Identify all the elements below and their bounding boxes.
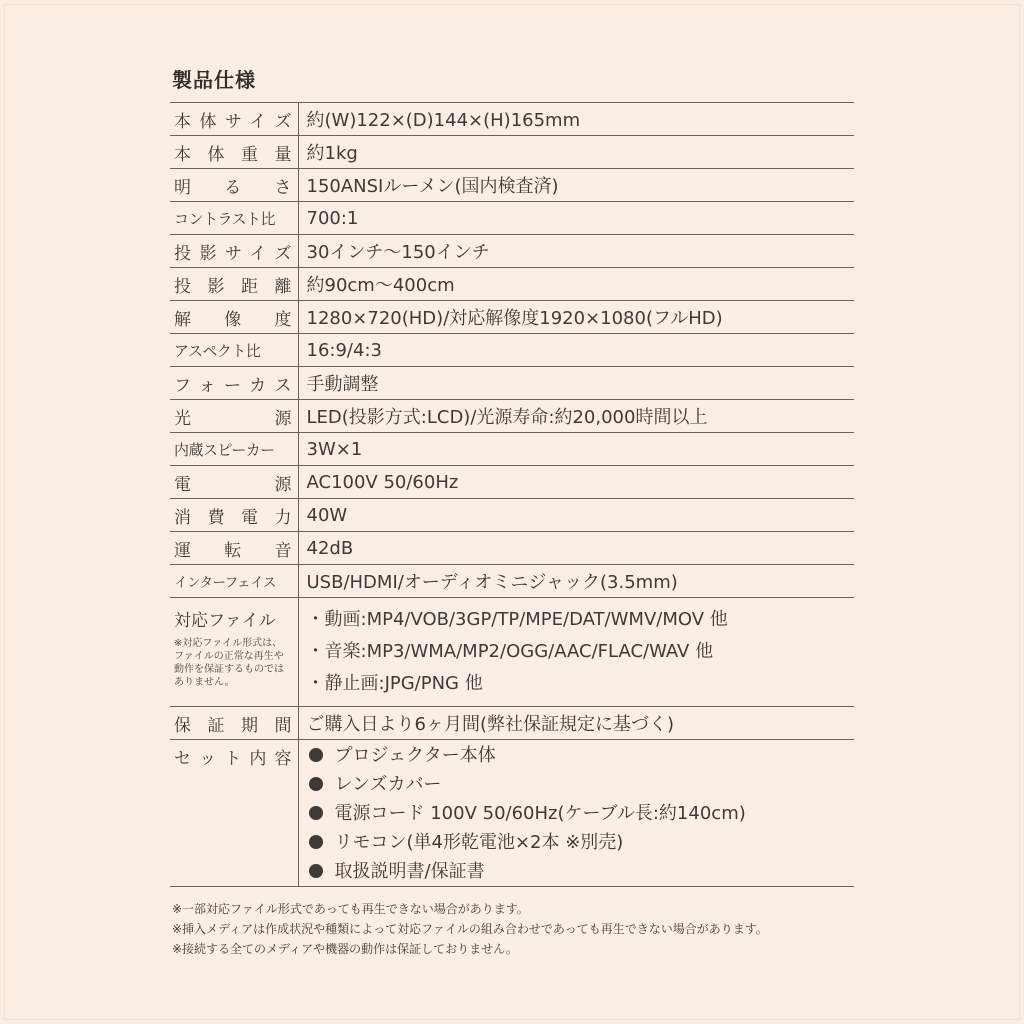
row-label: 内蔵スピーカー: [170, 433, 298, 466]
row-value: 手動調整: [298, 367, 854, 400]
bullet-icon: [309, 835, 323, 849]
row-label: 解像度: [170, 301, 298, 334]
row-label: 光源: [170, 400, 298, 433]
table-row: [170, 499, 854, 532]
row-value: 約(W)122×(D)144×(H)165mm: [298, 103, 854, 136]
row-value: 3W×1: [298, 433, 854, 466]
row-label: 投影距離: [170, 268, 298, 301]
footnotes: [172, 899, 768, 959]
table-row-formats: [170, 598, 854, 707]
row-value: 40W: [298, 499, 854, 532]
table-row: [170, 466, 854, 499]
list-item: [307, 741, 855, 770]
bullet-icon: [309, 864, 323, 878]
row-value: 1280×720(HD)/対応解像度1920×1080(フルHD): [298, 301, 854, 334]
row-label: 本体サイズ: [170, 103, 298, 136]
table-row: [170, 334, 854, 367]
row-value: 42dB: [298, 532, 854, 565]
table-row: [170, 367, 854, 400]
row-value: 約1kg: [298, 136, 854, 169]
row-value: AC100V 50/60Hz: [298, 466, 854, 499]
table-row: [170, 103, 854, 136]
row-label: 消費電力: [170, 499, 298, 532]
row-value: 700:1: [298, 202, 854, 235]
row-label: アスペクト比: [170, 334, 298, 367]
set-contents-cell: [298, 740, 854, 887]
list-item: [307, 770, 855, 799]
table-row: [170, 136, 854, 169]
spec-table: [170, 102, 854, 887]
table-row: [170, 565, 854, 598]
set-contents-list: [307, 741, 855, 886]
list-item: ・動画:MP4/VOB/3GP/TP/MPE/DAT/WMV/MOV 他: [306, 609, 728, 630]
row-label: 投影サイズ: [170, 235, 298, 268]
row-value: LED(投影方式:LCD)/光源寿命:約20,000時間以上: [298, 400, 854, 433]
formats-note: ※対応ファイル形式は、ファイルの正常な再生や動作を保証するものではありません。: [174, 638, 284, 688]
row-value: 150ANSIルーメン(国内検査済): [298, 169, 854, 202]
list-item-text: レンズカバー: [334, 773, 442, 795]
table-row: [170, 301, 854, 334]
bullet-icon: [309, 806, 323, 820]
set-contents-label: [170, 740, 298, 887]
list-item: [307, 799, 855, 828]
set-contents-label-text: セット内容: [174, 749, 292, 769]
row-label: 電源: [170, 466, 298, 499]
table-row: [170, 433, 854, 466]
row-value: 16:9/4:3: [298, 334, 854, 367]
row-value: 30インチ〜150インチ: [298, 235, 854, 268]
bullet-icon: [309, 748, 323, 762]
list-item: [307, 828, 855, 857]
list-item: ・静止画:JPG/PNG 他: [306, 673, 483, 694]
row-label: コントラスト比: [170, 202, 298, 235]
table-row: [170, 400, 854, 433]
warranty-value: ご購入日より6ヶ月間(弊社保証規定に基づく): [298, 707, 854, 740]
list-item-text: 取扱説明書/保証書: [334, 860, 485, 882]
formats-label-cell: [170, 598, 298, 707]
row-label: 運転音: [170, 532, 298, 565]
list-item-text: リモコン(単4形乾電池×2本 ※別売): [334, 831, 624, 853]
formats-label: 対応ファイル: [174, 611, 276, 631]
row-label: インターフェイス: [170, 565, 298, 598]
table-row: [170, 235, 854, 268]
table-row-warranty: [170, 707, 854, 740]
footnote: ※接続する全てのメディアや機器の動作は保証しておりません。: [172, 942, 518, 956]
list-item: [307, 857, 855, 886]
footnote: ※挿入メディアは作成状況や種類によって対応ファイルの組み合わせであっても再生できない場合があります。: [172, 922, 768, 936]
list-item-text: プロジェクター本体: [334, 744, 496, 766]
table-row: [170, 532, 854, 565]
table-row: [170, 202, 854, 235]
row-value: 約90cm〜400cm: [298, 268, 854, 301]
footnote: ※一部対応ファイル形式であっても再生できない場合があります。: [172, 902, 529, 916]
row-label: 本体重量: [170, 136, 298, 169]
formats-value-cell: [298, 598, 854, 707]
bullet-icon: [309, 777, 323, 791]
row-label: フォーカス: [170, 367, 298, 400]
formats-label-block: [174, 598, 292, 699]
table-row: [170, 268, 854, 301]
list-item: ・音楽:MP3/WMA/MP2/OGG/AAC/FLAC/WAV 他: [306, 641, 714, 662]
page-title: 製品仕様: [172, 68, 256, 92]
row-value: USB/HDMI/オーディオミニジャック(3.5mm): [298, 565, 854, 598]
formats-list: [307, 602, 855, 702]
table-row: [170, 169, 854, 202]
table-row-set-contents: [170, 740, 854, 887]
row-label: 明るさ: [170, 169, 298, 202]
list-item-text: 電源コード 100V 50/60Hz(ケーブル長:約140cm): [334, 802, 746, 824]
warranty-label: 保証期間: [170, 707, 298, 740]
